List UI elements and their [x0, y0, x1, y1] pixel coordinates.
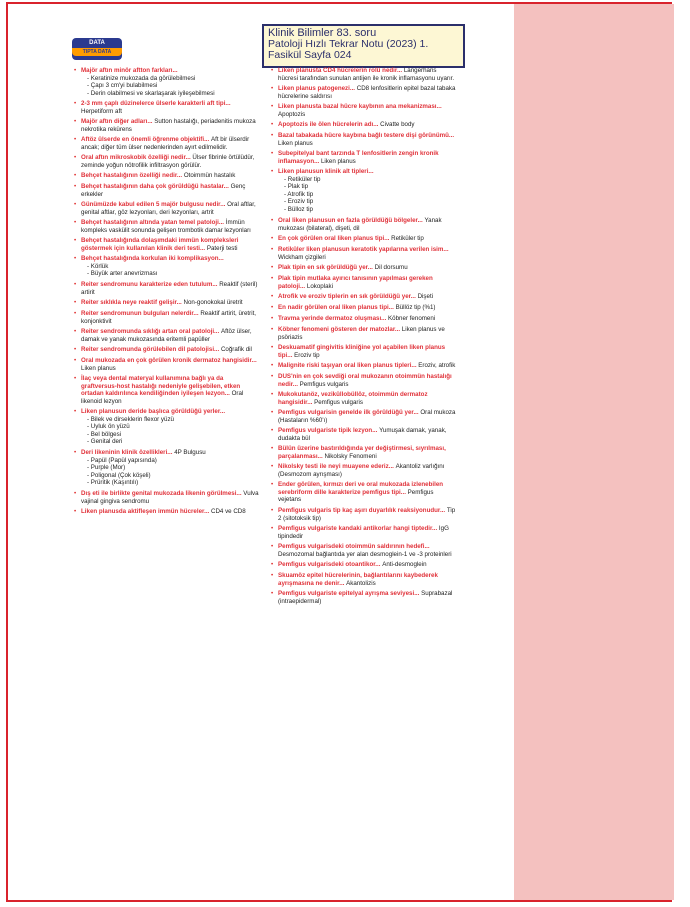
answer-text: Yumuşak damak, yanak, dudakta bül [278, 427, 447, 442]
note-item [271, 217, 458, 232]
sub-item: - Derin olabilmesi ve skarlaşarak iyileşebilmesi [87, 89, 215, 97]
question-text: Reiter sendromunda görülebilen dil patolojisi... [81, 346, 221, 353]
sub-item: - Uyluk ön yüzü [87, 423, 130, 431]
note-item [74, 375, 259, 405]
answer-text: Tip 2 (sitotoksik tip) [278, 507, 456, 522]
answer-text: Liken planus ve psöriazis [278, 326, 445, 341]
answer-text: Anti-desmoglein [382, 561, 427, 568]
bullet-icon: • [271, 304, 274, 311]
note-item [271, 304, 458, 312]
bullet-icon: • [271, 391, 274, 398]
sub-item: - Bel bölgesi [87, 430, 122, 438]
bullet-icon: • [271, 427, 274, 434]
answer-text: Civatte body [380, 121, 415, 128]
note-item [271, 246, 458, 261]
answer-text: 4P Bulgusu [174, 449, 206, 456]
question-text: Köbner fenomeni gösteren der matozlar... [278, 326, 402, 333]
question-text: Behçet hastalığının özelliği nedir... [81, 172, 184, 179]
bullet-icon: • [74, 118, 77, 125]
bullet-icon: • [271, 217, 274, 224]
bullet-icon: • [271, 235, 274, 242]
note-item [74, 219, 259, 234]
sub-item: - Prüritik (Kaşıntılı) [87, 479, 139, 487]
note-item [74, 328, 259, 343]
bullet-icon: • [271, 362, 274, 369]
note-item [271, 373, 458, 388]
bullet-icon: • [74, 183, 77, 190]
answer-text: Liken planus [81, 364, 116, 372]
question-text: Reiter sıklıkla neye reaktif gelişir... [81, 299, 184, 306]
question-text: Behçet hastalığında korkulan iki komplikasyon... [81, 255, 224, 262]
question-text: Reiter sendromunu karakterize eden tutulum... [81, 281, 220, 288]
answer-text: Köbner fenomeni [388, 315, 436, 322]
note-item [271, 275, 458, 290]
bullet-icon: • [271, 326, 274, 333]
question-text: Majör aftın diğer adları... [81, 118, 155, 125]
question-text: Oral mukozada en çok görülen kronik dermatoz hangisidir... [81, 357, 257, 364]
sub-item: - Plak tip [284, 183, 309, 191]
answer-text: Akantoliz varlığını (Desmozom ayrışması) [278, 463, 445, 478]
note-item [271, 132, 458, 147]
question-text: Skuamöz epitel hücrelerinin, bağlantılarını kaybederek ayrışmasına ne denir... [278, 572, 438, 587]
bullet-icon: • [74, 237, 77, 244]
bullet-icon: • [74, 310, 77, 317]
answer-text: Nikolsky Fenomeni [324, 452, 377, 460]
note-item [74, 508, 259, 516]
question-text: Atrofik ve eroziv tiplerin en sık görüldüğü yer... [278, 293, 418, 300]
bullet-icon: • [74, 328, 77, 335]
bullet-icon: • [271, 85, 274, 92]
note-item [74, 183, 259, 198]
question-text: Bazal tabakada hücre kaybına bağlı testere dişi görünümü... [278, 132, 455, 139]
bullet-icon: • [271, 344, 274, 351]
answer-text: CD8 lenfositlerin epitel bazal tabaka hücrelerine saldırısı [278, 85, 456, 100]
bullet-icon: • [271, 463, 274, 470]
answer-text: Coğrafik dil [220, 346, 252, 353]
bullet-icon: • [74, 219, 77, 226]
answer-text: Liken planus [320, 157, 356, 165]
question-text: Plak tipin mutlaka ayırıcı tanısının yapılması gereken patoloji... [278, 275, 433, 290]
answer-text: Reaktif artirit, üretrit, konjonktivit [81, 310, 257, 325]
question-text: Bülün üzerine bastırıldığında yer değiştirmesi, sıyrılması, parçalanması... [278, 445, 446, 460]
question-text: Deri likeninin klinik özellikleri... [81, 449, 175, 456]
bullet-icon: • [271, 150, 274, 157]
bullet-icon: • [271, 132, 274, 139]
note-item [74, 281, 259, 296]
answer-text: Sutton hastalığı, periadenitis mukoza nekrotika rekürens [81, 118, 256, 133]
bullet-icon: • [74, 100, 77, 107]
note-item [74, 118, 259, 133]
note-item [271, 326, 458, 341]
answer-text: Retiküler tip [391, 235, 424, 242]
note-item [74, 67, 259, 97]
answer-text: Desmozomal bağlantıda yer alan desmoglein-1 ve -3 proteinleri [278, 550, 452, 558]
question-text: Oral aftın mikroskobik özelliği nedir... [81, 154, 193, 161]
answer-text: Oral mukoza (Hastaların %60'ı) [278, 409, 456, 424]
bullet-icon: • [74, 408, 77, 415]
note-item [74, 237, 259, 252]
answer-text: Pemfigus vejetans [278, 488, 434, 504]
question-text: Pemfigus vulgarisdeki otoantikor... [278, 561, 383, 568]
bullet-icon: • [271, 409, 274, 416]
bullet-icon: • [74, 299, 77, 306]
answer-text: Eroziv, atrofik [418, 362, 456, 369]
answer-text: Oral aftlar, genital aftlar, göz lezyonları, deri lezyonları, artrit [81, 201, 256, 216]
answer-text: IgG tipindedir [278, 525, 449, 540]
question-text: Liken planusda aktifleşen immün hücreler... [81, 508, 211, 515]
logo-bottom: TIPTA DATA [72, 48, 122, 56]
bullet-icon: • [271, 590, 274, 597]
note-item [74, 490, 259, 505]
bullet-icon: • [271, 561, 274, 568]
bullet-icon: • [271, 293, 274, 300]
bullet-icon: • [271, 264, 274, 271]
note-item [271, 391, 458, 406]
bullet-icon: • [74, 449, 77, 456]
answer-text: Pemfigus vulgaris [314, 398, 363, 406]
note-item [271, 67, 458, 82]
question-text: Mukokutanöz, veziküllobüllöz, otoimmün dermatoz hangisidir... [278, 391, 428, 406]
note-item [271, 463, 458, 478]
bullet-icon: • [271, 168, 274, 175]
sub-item: - Büyük arter anevrizması [87, 270, 158, 278]
logo [72, 38, 122, 60]
note-item [271, 344, 458, 359]
note-item [271, 543, 458, 558]
note-item [74, 299, 259, 307]
sub-item: - Genital deri [87, 438, 123, 446]
question-text: Reiter sendromunun bulguları nelerdir... [81, 310, 201, 317]
bullet-icon: • [271, 103, 274, 110]
answer-text: Genç erkekler [81, 183, 246, 198]
note-item [271, 293, 458, 301]
note-item [271, 85, 458, 100]
question-text: 2-3 mm çaplı düzinelerce ülserle karakterli aft tipi... [81, 100, 231, 107]
bullet-icon: • [74, 154, 77, 161]
bullet-icon: • [74, 136, 77, 143]
note-item [271, 264, 458, 272]
answer-text: Büllöz tip (%1) [395, 304, 436, 311]
question-text: Travma yerinde dermatoz oluşması... [278, 315, 389, 322]
sub-item: - Papül (Papül yapısında) [87, 456, 157, 464]
bullet-icon: • [271, 67, 274, 74]
question-text: En çok görülen oral liken planus tipi... [278, 235, 392, 242]
bullet-icon: • [271, 373, 274, 380]
question-text: En nadir görülen oral liken planus tipi... [278, 304, 396, 311]
question-text: Plak tipin en sık görüldüğü yer... [278, 264, 375, 271]
question-text: Oral liken planusun en fazla görüldüğü bölgeler... [278, 217, 425, 224]
note-item [74, 310, 259, 325]
bullet-icon: • [271, 481, 274, 488]
note-item [74, 136, 259, 151]
bullet-icon: • [271, 525, 274, 532]
answer-text: Aftöz ülser, damak ve yanak mukozasında eritemli papüller [81, 328, 252, 343]
note-item [74, 172, 259, 180]
answer-text: Otoimmün hastalık [183, 172, 236, 179]
side-band [514, 4, 674, 900]
answer-text: Vulva vajinal gingiva sendromu [81, 490, 259, 505]
answer-text: Aft bir ülserdir ancak; diğer tüm ülser nedenlerinden ayırt edilmelidir. [81, 136, 250, 151]
bullet-icon: • [74, 375, 77, 382]
question-text: Liken planusta bazal hücre kaybının ana mekanizması... [278, 103, 442, 110]
sub-item: - Keratinize mukozada da görülebilmesi [87, 74, 196, 82]
note-item [74, 154, 259, 169]
answer-text: Lokoplaki [306, 282, 334, 290]
sub-item: - Purple (Mor) [87, 464, 126, 472]
question-text: Liken planusta CD4 hücrelerin rolü nedir... [278, 67, 404, 74]
question-text: İlaç veya dental materyal kullanımına bağlı ya da graftversus-host hastalığı nedeniyle gelişebilen, etken ortadan kaldırılınca kendiliğinden iyileşen lezyon... [81, 375, 241, 398]
header-line-1: Klinik Bilimler 83. soru [268, 27, 377, 39]
question-text: Malignite riski taşıyan oral liken planus tipleri... [278, 362, 419, 369]
bullet-icon: • [74, 281, 77, 288]
question-text: Subepitelyal bant tarzında T lenfositlerin zengin kronik inflamasyon... [278, 150, 439, 165]
answer-text: Suprabazal (intraepidermal) [278, 590, 453, 605]
question-text: Ender görülen, kırmızı deri ve oral mukozada izlenebilen serebriform dille karakterize pemfigus tipi... [278, 481, 444, 496]
bullet-icon: • [271, 246, 274, 253]
question-text: Pemfigus vulgariste epitelyal ayrışma seviyesi... [278, 590, 422, 597]
note-item [271, 235, 458, 243]
answer-text: Pemfigus vulgaris [299, 380, 349, 388]
answer-text: Paterji testi [206, 244, 238, 252]
answer-text: Langerhans hücresi tarafından sunulan antijen ile kronik inflamasyonu uyarır. [278, 67, 455, 82]
answer-text: İmmün kompleks vaskülit sonunda gelişen trombotik damar lezyonları [81, 219, 251, 234]
bullet-icon: • [271, 507, 274, 514]
sub-item: - Çapı 3 cm'yi bulabilmesi [87, 82, 158, 90]
question-text: Pemfigus vulgariste tipik lezyon... [278, 427, 380, 434]
note-item [271, 362, 458, 370]
sub-item: - Bilek ve dirseklerin flexor yüzü [87, 415, 174, 423]
question-text: Apoptozis ile ölen hücrelerin adı... [278, 121, 381, 128]
sub-item: - Eroziv tip [284, 198, 314, 206]
question-text: Pemfigus vulgaris tip kaç aşırı duyarlılık reaksiyonudur... [278, 507, 447, 514]
note-item [271, 561, 458, 569]
answer-text: Liken planus [278, 139, 313, 147]
answer-text: Eroziv tip [294, 351, 320, 359]
question-text: Behçet hastalığında dolaşımdaki immün kompleksleri göstermek için kullanılan klinik deri testi... [81, 237, 239, 252]
bullet-icon: • [271, 543, 274, 550]
answer-text: Herpetiform aft [81, 107, 122, 115]
bullet-icon: • [74, 255, 77, 262]
bullet-icon: • [74, 67, 77, 74]
answer-text: Dişeti [417, 293, 434, 300]
note-item [271, 150, 458, 165]
bullet-icon: • [74, 490, 77, 497]
note-item [74, 100, 259, 115]
question-text: Pemfigus vulgariste kandaki antikorlar hangi tiptedir... [278, 525, 439, 532]
sub-item: - Poligonal (Çok köşeli) [87, 471, 151, 479]
bullet-icon: • [74, 508, 77, 515]
question-text: Pemfigus vulgarisdeki otoimmün saldırının hedefi... [278, 543, 430, 550]
sub-item: - Körlük [87, 262, 109, 270]
question-text: Liken planusun klinik alt tipleri... [278, 168, 374, 175]
bullet-icon: • [271, 572, 274, 579]
question-text: Reiter sendromunda sıklığı artan oral patoloji... [81, 328, 221, 335]
note-item [74, 201, 259, 216]
header-box [262, 24, 465, 68]
note-item [271, 525, 458, 540]
sub-item: - Bülloz tip [284, 205, 313, 213]
note-item [271, 590, 458, 605]
answer-text: Akantolizis [346, 579, 376, 587]
note-item [271, 507, 458, 522]
bullet-icon: • [271, 315, 274, 322]
answer-text: Yanak mukozası (bilateral), dişeti, dil [278, 217, 442, 232]
answer-text: Ülser fibrinle örtülüdür, zeminde yoğun nötrofilik infiltrasyon görülür. [81, 154, 255, 169]
answer-text: Wickham çizgileri [278, 253, 326, 261]
note-item [74, 255, 259, 278]
question-text: Retiküler liken planusun keratotik yapılarına verilen isim... [278, 246, 449, 253]
note-item [74, 357, 259, 372]
question-text: Majör aftın minör aftton farkları... [81, 67, 178, 74]
question-text: Aftöz ülserde en önemli öğrenme objektifi... [81, 136, 211, 143]
question-text: Behçet hastalığının daha çok görüldüğü hastalar... [81, 183, 231, 190]
question-text: Liken planusun deride başlıca görüldüğü yerler... [81, 408, 226, 415]
note-item [271, 103, 458, 118]
answer-text: CD4 ve CD8 [210, 508, 246, 515]
bullet-icon: • [74, 346, 77, 353]
note-item [74, 449, 259, 487]
answer-text: Apoptozis [278, 110, 306, 118]
note-item [271, 409, 458, 424]
note-item [271, 168, 458, 214]
note-item [271, 315, 458, 323]
question-text: Nikolsky testi ile neyi muayene ederiz... [278, 463, 396, 470]
question-text: Pemfigus vulgarisin genelde ilk görüldüğü yer... [278, 409, 421, 416]
note-item [271, 572, 458, 587]
bullet-icon: • [271, 275, 274, 282]
question-text: Behçet hastalığının altında yatan temel patoloji... [81, 219, 226, 226]
question-text: Günümüzde kabul edilen 5 majör bulgusu nedir... [81, 201, 228, 208]
bullet-icon: • [271, 121, 274, 128]
bullet-icon: • [74, 172, 77, 179]
sub-item: - Retiküler tip [284, 175, 321, 183]
question-text: DUS'nin en çok sevdiği oral mukozanın otoimmün hastalığı nedir... [278, 373, 452, 388]
question-text: Dış eti ile birlikte genital mukozada likenin görülmesi... [81, 490, 244, 497]
answer-text: Dil dorsumu [374, 264, 408, 271]
question-text: Liken planus patogenezi... [278, 85, 357, 92]
answer-text: Reaktif (steril) artirit [81, 281, 258, 296]
sub-item: - Atrofik tip [284, 190, 314, 198]
bullet-icon: • [74, 357, 77, 364]
bullet-icon: • [74, 201, 77, 208]
answer-text: Oral likenoid lezyon [81, 390, 244, 405]
answer-text: Non-gonokokal üretrit [183, 299, 243, 306]
header-line-2: Patoloji Hızlı Tekrar Notu (2023) 1. [268, 38, 429, 50]
note-item [271, 445, 458, 460]
note-item [271, 481, 458, 504]
note-item [271, 427, 458, 442]
logo-top: DATA [89, 40, 105, 46]
question-text: Deskuamatif gingivitis kliniğine yol açabilen liken planus tipi... [278, 344, 446, 359]
note-item [271, 121, 458, 129]
bullet-icon: • [271, 445, 274, 452]
note-item [74, 408, 259, 446]
header-line-3: Fasikül Sayfa 024 [268, 49, 352, 61]
note-item [74, 346, 259, 354]
